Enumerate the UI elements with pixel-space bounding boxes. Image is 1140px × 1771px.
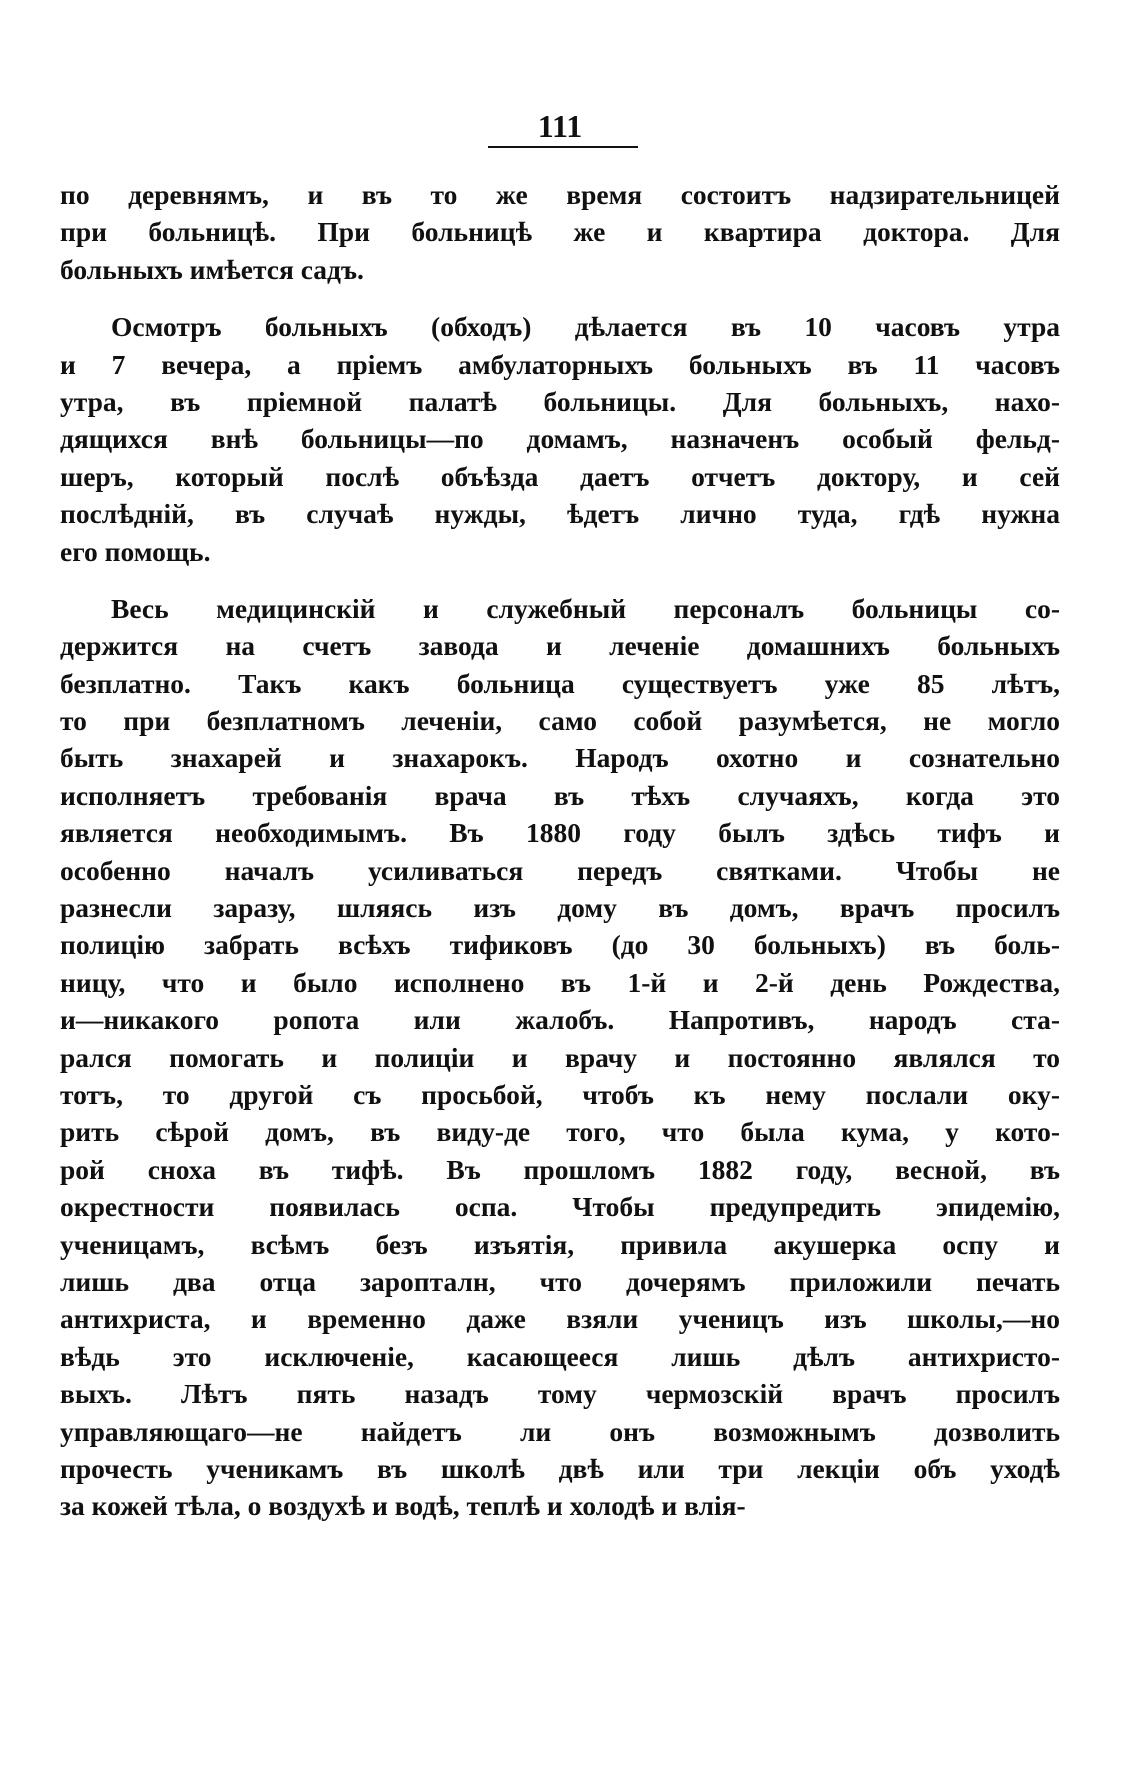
text-line: антихриста, и временно даже взяли ученицъ изъ школы,—но	[60, 1303, 1060, 1335]
text-line: держится на счетъ завода и леченіе домашнихъ больныхъ	[60, 630, 1060, 662]
text-line: ницу, что и было исполнено въ 1-й и 2-й день Рождества,	[60, 966, 1060, 998]
book-page	[60, 0, 1060, 1771]
text-line: Осмотръ больныхъ (обходъ) дѣлается въ 10 часовъ утра	[111, 311, 1060, 343]
text-line: окрестности появилась оспа. Чтобы предупредить эпидемію,	[60, 1191, 1060, 1223]
text-line: рой сноха въ тифѣ. Въ прошломъ 1882 году, весной, въ	[60, 1153, 1060, 1185]
text-line: при больницѣ. При больницѣ же и квартира доктора. Для	[60, 216, 1060, 248]
text-line: управляющаго—не найдетъ ли онъ возможнымъ дозволить	[60, 1415, 1060, 1447]
text-line: за кожей тѣла, о воздухѣ и водѣ, теплѣ и холодѣ и влія-	[60, 1490, 746, 1522]
paragraph-gap	[60, 288, 1060, 308]
text-line: послѣдній, въ случаѣ нужды, ѣдетъ лично туда, гдѣ нужна	[60, 498, 1060, 530]
text-line: является необходимымъ. Въ 1880 году былъ здѣсь тифъ и	[60, 817, 1060, 849]
text-line: тотъ, то другой съ просьбой, чтобъ къ нему послали оку-	[60, 1078, 1060, 1110]
text-line: прочесть ученикамъ въ школѣ двѣ или три лекціи объ уходѣ	[60, 1452, 1060, 1484]
text-line: безплатно. Такъ какъ больница существуетъ уже 85 лѣтъ,	[60, 667, 1060, 699]
header-rule	[488, 146, 638, 148]
paragraph-gap	[60, 570, 1060, 590]
text-line: ученицамъ, всѣмъ безъ изъятія, привила акушерка оспу и	[60, 1228, 1060, 1260]
text-line: вѣдь это исключеніе, касающееся лишь дѣлъ антихристо-	[60, 1340, 1060, 1372]
text-line: выхъ. Лѣтъ пять назадъ тому чермозскій врачъ просилъ	[60, 1378, 1060, 1410]
text-line: рить сѣрой домъ, въ виду-де того, что была кума, у кото-	[60, 1116, 1060, 1148]
body-text	[60, 176, 1060, 1525]
text-line: быть знахарей и знахарокъ. Народъ охотно и сознательно	[60, 742, 1060, 774]
text-line: по деревнямъ, и въ то же время состоитъ надзирательницей	[60, 179, 1060, 210]
text-line: и 7 вечера, а пріемъ амбулаторныхъ больныхъ въ 11 часовъ	[60, 348, 1060, 380]
text-line: Весь медицинскій и служебный персоналъ больницы со-	[111, 592, 1060, 624]
text-line: шеръ, который послѣ объѣзда даетъ отчетъ доктору, и сей	[60, 460, 1060, 492]
text-line: больныхъ имѣется садъ.	[60, 253, 364, 285]
paragraph	[60, 590, 1060, 1525]
text-line: дящихся внѣ больницы—по домамъ, назначенъ особый фельд-	[60, 423, 1060, 455]
page-number: 111	[537, 108, 583, 144]
text-line: утра, въ пріемной палатѣ больницы. Для больныхъ, нахо-	[60, 385, 1060, 417]
paragraph	[60, 176, 1060, 288]
text-line: его помощь.	[60, 535, 211, 567]
text-line: разнесли заразу, шляясь изъ дому въ домъ, врачъ просилъ	[60, 892, 1060, 924]
text-line: рался помогать и полиціи и врачу и постоянно являлся то	[60, 1041, 1060, 1073]
text-line: исполняетъ требованія врача въ тѣхъ случаяхъ, когда это	[60, 779, 1060, 811]
paragraph	[60, 308, 1060, 570]
text-line: полицію забрать всѣхъ тификовъ (до 30 больныхъ) въ боль-	[60, 929, 1060, 961]
text-line: особенно началъ усиливаться передъ святками. Чтобы не	[60, 854, 1060, 886]
text-line: то при безплатномъ леченіи, само собой разумѣется, не могло	[60, 705, 1060, 737]
text-line: и—никакого ропота или жалобъ. Напротивъ, народъ ста-	[60, 1004, 1060, 1036]
text-line: лишь два отца заропталн, что дочерямъ приложили печать	[60, 1265, 1060, 1297]
